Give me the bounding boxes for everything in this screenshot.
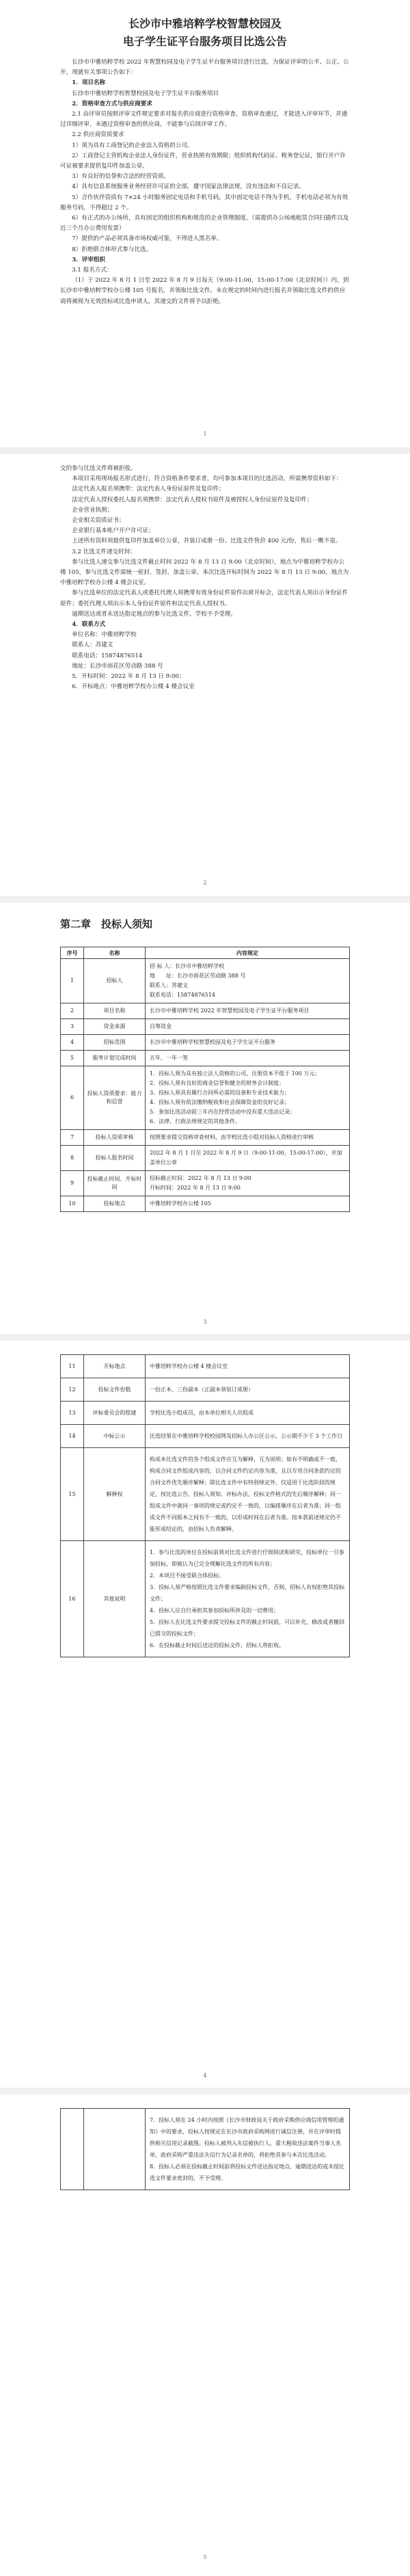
paragraph: 1．项目名称 <box>72 79 106 87</box>
paragraph: 3）有良好的信誉和合法的经营资质。 <box>72 173 170 181</box>
row-content <box>146 1448 350 1541</box>
col-header-no: 序号 <box>61 947 84 959</box>
content-line: 地 址：长沙市雨花区劳动路 388 号 <box>150 973 246 979</box>
row-number: 4 <box>61 1035 84 1051</box>
bidder-instructions-table-continued-2 <box>60 2108 350 2190</box>
row-item: 投标人报名时间 <box>84 1146 146 1171</box>
paragraph: 联系电话：15874876514 <box>72 652 143 659</box>
paragraph: 7）提供的产品必须具备市场权威可鉴，不得进入黑名单。 <box>72 235 223 243</box>
content-line: 构成本比选文件的各个组成文件应互为解释，互为说明；如有不明确或不一致，构成合同文件组成内容的，以合同文件约定内容为准，且以专用合同条款约定的合同文件优先顺序解释；除比选文件中有特别规定外，仅适用于比选阶段的规定，按比选公告、投标人须知、评标办法、投标文件格式的先后顺序解释；同一组成文件中就同一事项的规定或约定不一致的，以编排顺序在后者为准；同一组成文件不同版本之间有不一致的，以形成时间在后者为准。按本款前述规定仍不能形成结论的，由招标人负责解释。 <box>150 1456 341 1532</box>
paragraph: 8）拒绝联合体形式参与比选。 <box>72 246 152 253</box>
table-row <box>61 1130 350 1146</box>
paragraph: 参与比选单位的法定代表人或委托代理人须携带有效身份证件原件出席开标会，法定代表人须出示身份证件原件；委托代理人须出示本人身份证件原件和法定代表人授权书。 <box>60 590 348 607</box>
content-line: 1．参与比选的单位在投标前须对比选文件进行仔细阅读和研究，投标单位一旦参加投标，即被认为已完全理解比选文件的所有内容； <box>150 1549 345 1567</box>
row-content <box>146 1019 350 1035</box>
row-content <box>146 1066 350 1130</box>
row-content <box>146 1146 350 1171</box>
row-item: 投标文件份数 <box>84 1378 146 1402</box>
row-item: 解释权 <box>84 1448 146 1541</box>
row-number: 16 <box>61 1541 84 1657</box>
content-line: 一份正本，三份副本（正副本须装订成册） <box>150 1386 254 1393</box>
paragraph: 2.1 由评审员按照评审文件规定要求对报名供应商进行资格审查，资格审查通过，才能进入评审环节，并通过详细评审，未通过资格审查的供应商，不能参与后续评审工作。 <box>60 111 348 129</box>
table-row <box>61 1035 350 1051</box>
row-number: 6 <box>61 1066 84 1130</box>
table-row <box>61 1051 350 1066</box>
table-row <box>61 1378 350 1402</box>
content-line: 4．投标人须有依法缴纳税收和社会保障资金的良好记录； <box>150 1099 290 1105</box>
row-number: 5 <box>61 1051 84 1066</box>
content-line: 7．投标人须在 24 小时内按照《长沙市财政局关于政府采购供应商信用管理的通知》中的要求，投标人按规定在长沙市政府采购网进行诚信注册，并在评审时提供相关信用记录截图。投标人被列入失信被执行人、重大税收违法案件当事人名单、政府采购严重违法失信行为记录名单的，将拒绝其参与本次比选活动。 <box>150 2117 344 2158</box>
table-row <box>61 1196 350 1212</box>
table-row <box>61 1541 350 1657</box>
bidder-instructions-table-continued <box>60 1354 350 1657</box>
paragraph: 6．开标地点：中雅培粹学校办公楼 4 楼会议室 <box>72 683 195 691</box>
content-line: 按照要求提交资格审查材料，由学校比选小组对投标人资格进行审核 <box>150 1134 314 1140</box>
paragraph: 单位名称：中雅培粹学校 <box>72 631 137 639</box>
row-item: 评标委员会的组建 <box>84 1402 146 1425</box>
paragraph: 上述所有资料须提供复印件加盖单位公章，并装订成册一份。比选文件售价 400 元/份，售后一概不退。 <box>72 538 342 545</box>
content-line: 6．在投标截止时间后送达的投标文件，招标人将拒收。 <box>150 1642 285 1648</box>
row-content <box>146 1003 350 1019</box>
content-line: 4．投标人应自行承担其参加投标所涉及的一切费用； <box>150 1607 279 1614</box>
row-number: 8 <box>61 1146 84 1171</box>
document-title <box>0 15 410 51</box>
paragraph: 本项目采用现场报名形式进行，符合资格条件要求者，均可参加本项目的比选活动，所需携带资料如下： <box>72 475 342 483</box>
row-item: 中标公示 <box>84 1425 146 1448</box>
paragraph: 2．资格审查方式与供应商要求 <box>72 100 152 107</box>
content-line: 投标截止时间：2022 年 8 月 13 日 9:00 <box>150 1175 251 1181</box>
row-content <box>146 1425 350 1448</box>
row-content <box>146 1130 350 1146</box>
row-item: 项目名称 <box>84 1003 146 1019</box>
row-number: 14 <box>61 1425 84 1448</box>
content-line: 2．本项目不接受联合体投标； <box>150 1573 225 1579</box>
row-number: 7 <box>61 1130 84 1146</box>
paragraph: 地址：长沙市雨花区劳动路 388 号 <box>72 662 163 670</box>
paragraph: 6）有正式的办公场所，具有固定的组织机构和规范的企业管理制度。（需提供办公场地租赁合同扫描件以及近三个月办公费用发票） <box>60 215 349 233</box>
paragraph: 4）具有信息系统服务业务经营许可证的全部，遵守国家法律法规，没有违法和不良记录。 <box>72 183 305 191</box>
row-item: 服务计划完成时间 <box>84 1051 146 1066</box>
table-row <box>61 1402 350 1425</box>
row-number: 15 <box>61 1448 84 1541</box>
paragraph: 2.2 供应商资质要求 <box>72 131 124 139</box>
row-item: 其他说明 <box>84 1541 146 1657</box>
page-1-body <box>60 57 350 307</box>
document-page-1 <box>0 0 410 424</box>
paragraph: 交的参与比选文件将被拒收。 <box>60 465 137 472</box>
paragraph: 法定代表人报名须携带：法定代表人身份证原件及复印件； <box>72 486 225 493</box>
row-number: 3 <box>61 1019 84 1035</box>
table-row <box>61 1019 350 1035</box>
paragraph: 企业相关资质证书； <box>72 517 125 525</box>
table-row <box>61 1425 350 1448</box>
row-item: 开标地点 <box>84 1355 146 1378</box>
content-line: 3．投标人须严格按照比选文件要求编制投标文件，否则，招标人有权拒绝其投标文件； <box>150 1584 345 1602</box>
document-page-5 <box>0 2094 410 2576</box>
row-item: 投标人资质审核 <box>84 1130 146 1146</box>
row-content <box>146 1541 350 1657</box>
row-number: 2 <box>61 1003 84 1019</box>
content-line: 5．投标人在比选文件要求提交投标文件的截止时间前，可以补充、修改或者撤回已提交的投标文件； <box>150 1619 345 1637</box>
row-content <box>146 1035 350 1051</box>
row-number: 10 <box>61 1196 84 1212</box>
row-content <box>146 1355 350 1378</box>
paragraph: 企业银行基本账户开户许可证； <box>72 527 154 535</box>
title-line-2: 电子学生证平台服务项目比选公告 <box>122 35 287 48</box>
col-header-item: 名称 <box>84 947 146 959</box>
content-line: 2．投标人须有良好的商业信誉和健全的财务会计制度； <box>150 1080 285 1086</box>
row-content <box>146 1051 350 1066</box>
row-item: 招标范围 <box>84 1035 146 1051</box>
row-number: 9 <box>61 1171 84 1196</box>
paragraph: 联系人：苏建文 <box>72 642 113 649</box>
chapter-heading: 第二章 投标人须知 <box>60 918 153 930</box>
content-line: 招 标 人：长沙市中雅培粹学校 <box>150 963 225 969</box>
paragraph: 5．开标时间：2022 年 8 月 13 日 9:00； <box>72 673 185 681</box>
paragraph: 长沙市中雅培粹学校 2022 年智慧校园及电子学生证平台服务项目进行比选，为保证评审的公平、公正、公开，现就有关事项公告如下： <box>60 59 349 77</box>
content-line: 2022 年 8 月 1 日至 2022 年 8 月 9 日（9:00-11:00，15:00-17:00），并加盖单位公章 <box>150 1150 342 1166</box>
page-separator <box>0 896 410 903</box>
content-line: 5．参加比选活动前三年内在经营活动中没有重大违法记录； <box>150 1109 296 1115</box>
table-row <box>61 1448 350 1541</box>
row-content <box>146 1171 350 1196</box>
paragraph: 企业营业执照； <box>72 506 113 514</box>
table-row <box>61 1003 350 1019</box>
content-line: 学校比选小组成员，由本单位相关人员组成 <box>150 1410 254 1416</box>
document-page-3 <box>0 903 410 1313</box>
content-line: 长沙市中雅培粹学校智慧校园及电子学生证平台服务 <box>150 1039 275 1045</box>
paragraph: 4．联系方式 <box>72 621 106 629</box>
row-number: 11 <box>61 1355 84 1378</box>
paragraph: 5）合作伙伴资质有 7×24 小时服务固定电话和手机号码，其中固定电话不得为手机。手机电话必须为有效服务号码，不得超过 2 个。 <box>60 194 348 211</box>
paragraph: 3．评审组织 <box>72 256 106 263</box>
page-number: 3 <box>203 1319 207 1325</box>
paragraph: 长沙市中雅培粹学校智慧校园及电子学生证平台服务项目 <box>72 90 219 97</box>
paragraph: （1）于 2022 年 8 月 1 日至 2022 年 8 月 9 日每天（9:00-11:00，15:00-17:00（北京时间））内，到长沙市中雅培粹学校办公楼 105 号报名，并领取比选文件。未在规定的时间内进行报名并领取比选文件的供应商将被视为无效投标或比选申请人，其递交的文件将予以拒绝。 <box>60 277 349 305</box>
paragraph: 3.2 比选文件递交时间： <box>72 548 136 555</box>
table-row <box>61 1066 350 1130</box>
row-item: 招标人 <box>84 959 146 1003</box>
document-page-4 <box>0 1341 410 2066</box>
content-line: 长沙市中雅培粹学校 2022 年智慧校园及电子学生证平台服务项目 <box>150 1008 310 1014</box>
content-line: 自筹资金 <box>150 1023 172 1029</box>
row-number: 12 <box>61 1378 84 1402</box>
row-number <box>61 2109 84 2190</box>
row-content <box>146 1196 350 1212</box>
paragraph: 3.1 报名方式： <box>72 267 113 274</box>
page-separator <box>0 447 410 454</box>
row-item <box>84 2109 146 2190</box>
paragraph: 1）须为具有工商登记的企业法人资格的公司。 <box>72 142 193 149</box>
table-row <box>61 2109 350 2190</box>
content-line: 1．投标人须为具有独立法人资格的公司，注册资本不低于 100 万元； <box>150 1070 320 1077</box>
page-2-body <box>60 464 350 692</box>
row-item: 投标截止时间、开标时间 <box>84 1171 146 1196</box>
paragraph: 法定代表人授权委托人报名须携带：法定代表人授权书原件及被授权人身份证原件及复印件； <box>72 496 313 503</box>
table-row <box>61 1146 350 1171</box>
document-page-2 <box>0 454 410 865</box>
content-line: 8．投标人必须在投标截止时间前将投标文件送达指定地点，逾期送达的或未按比选文件要求密封的，不予受理。 <box>150 2164 345 2181</box>
row-content <box>146 2109 350 2190</box>
row-content <box>146 959 350 1003</box>
table-row <box>61 1355 350 1378</box>
row-item: 投标人资质要求：能力和信誉 <box>84 1066 146 1130</box>
content-line: 联系电话：15874876514 <box>150 992 215 998</box>
content-line: 中雅培粹学校办公楼 4 楼会议室 <box>150 1363 228 1369</box>
paragraph: 参与比选人递交参与比选文件截止时间 2022 年 8 月 13 日 9:00（北京时间），地点为中雅培粹学校办公楼 105，参与比选文件需统一密封、签封、加盖公章，本次比选开标时间为 2022 年 8 月 13 日 9:00，地点为中雅培粹学校办公楼 4 楼会议室。 <box>60 558 349 587</box>
page-number: 1 <box>203 431 207 437</box>
content-line: 联系人：苏建文 <box>150 982 188 988</box>
table-row <box>61 1171 350 1196</box>
paragraph: 2）工商登记主营机构企业法人身份证件，营业执照有效期限；组织机构代码证、税务登记证，银行开户许可证被要求提供复印件加盖公章。 <box>60 152 346 170</box>
row-content <box>146 1378 350 1402</box>
row-number: 13 <box>61 1402 84 1425</box>
page-number: 5 <box>203 2554 207 2560</box>
row-item: 投标地点 <box>84 1196 146 1212</box>
content-line: 比选结果在中雅培粹学校校园网及招标人办公区公示，公示期不少于 3 个工作日 <box>150 1433 343 1439</box>
bidder-instructions-table <box>60 947 350 1212</box>
row-content <box>146 1402 350 1425</box>
page-number: 4 <box>203 2073 207 2079</box>
content-line: 开标时间：2022 年 8 月 13 日 9:00 <box>150 1185 241 1191</box>
page-number: 2 <box>203 880 207 886</box>
page-separator <box>0 2088 410 2094</box>
paragraph: 逾期送达或者未送达指定地点的参与比选文件，学校不予受理。 <box>72 610 236 618</box>
content-line: 3．投标人须具有履行合同所必需的设备和专业技术能力； <box>150 1090 290 1096</box>
table-row <box>61 959 350 1003</box>
content-line: 五年，一年一签 <box>150 1055 188 1061</box>
content-line: 中雅培粹学校办公楼 105 <box>150 1200 211 1207</box>
row-item: 资金来源 <box>84 1019 146 1035</box>
row-number: 1 <box>61 959 84 1003</box>
title-line-1: 长沙市中雅培粹学校智慧校园及 <box>128 17 282 30</box>
col-header-content: 内容规定 <box>146 947 350 959</box>
page-separator <box>0 1334 410 1341</box>
content-line: 6．法律、行政法规规定的其他条件。 <box>150 1118 241 1125</box>
